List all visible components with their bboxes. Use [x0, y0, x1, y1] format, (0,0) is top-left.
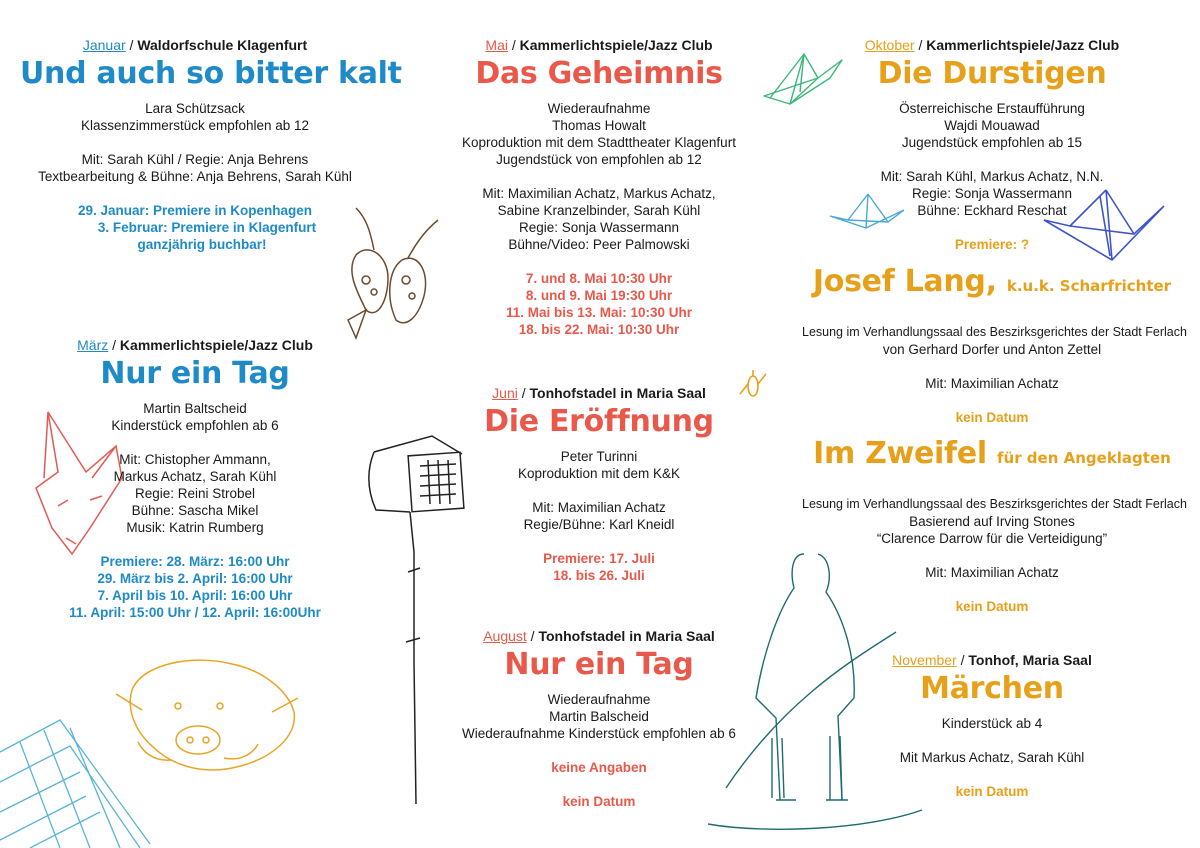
info-line: Jugendstück empfohlen ab 15	[901, 135, 1083, 150]
venue: Waldorfschule Klagenfurt	[137, 37, 308, 53]
event-title	[802, 436, 1182, 476]
date-line: Premiere: 28. März: 16:00 Uhr	[100, 554, 290, 569]
info-line: Peter Turinni	[560, 449, 638, 464]
credits-line: Bühne/Video: Peer Palmowski	[508, 237, 690, 252]
date-line: kein Datum	[955, 784, 1029, 799]
event-title: Märchen	[920, 671, 1064, 706]
date-line: Premiere: 17. Juli	[543, 551, 655, 566]
event-mai	[414, 36, 784, 338]
date-line: 29. März bis 2. April: 16:00 Uhr	[97, 571, 293, 586]
credits-line: Mit: Maximilian Achatz	[925, 565, 1059, 580]
info-line: Basierend auf Irving Stones	[909, 514, 1075, 529]
credits-line: Mit: Sarah Kühl / Regie: Anja Behrens	[81, 152, 309, 167]
event-im-zweifel	[802, 434, 1187, 615]
date-line: 11. April: 15:00 Uhr / 12. April: 16:00Uhr	[69, 605, 321, 620]
info-line: Kinderstück empfohlen ab 6	[111, 418, 279, 433]
separator: /	[526, 628, 539, 644]
date-line: 18. bis 22. Mai: 10:30 Uhr	[518, 322, 680, 337]
info-line: Wiederaufnahme	[547, 692, 651, 707]
event-header	[414, 627, 784, 645]
info-line: Lara Schützsack	[145, 101, 245, 116]
date-line: 7. und 8. Mai 10:30 Uhr	[525, 271, 673, 286]
info-line: Lesung im Verhandlungssaal des Beszirksgerichtes der Stadt Ferlach	[802, 497, 1187, 511]
credits-line: Mit Markus Achatz, Sarah Kühl	[899, 750, 1085, 765]
event-subtitle: für den Angeklagten	[996, 449, 1171, 467]
event-title: Die Durstigen	[877, 56, 1107, 91]
date-line: 8. und 9. Mai 19:30 Uhr	[525, 288, 673, 303]
event-josef-lang	[802, 262, 1187, 426]
month-link[interactable]: Mai	[485, 37, 508, 53]
date-line: kein Datum	[955, 599, 1029, 614]
event-subtitle: k.u.k. Scharfrichter	[1006, 277, 1172, 295]
venue: Kammerlichtspiele/Jazz Club	[519, 37, 713, 53]
info-line: Österreichische Erstaufführung	[899, 101, 1085, 116]
month-link[interactable]: November	[892, 652, 957, 668]
event-juni	[414, 384, 784, 584]
event-header	[20, 336, 370, 354]
event-header	[414, 36, 784, 54]
date-line: Premiere: ?	[954, 237, 1030, 252]
event-header	[802, 36, 1182, 54]
info-line: Wiederaufnahme Kinderstück empfohlen ab 6	[462, 726, 736, 741]
event-august	[414, 627, 784, 810]
event-oktober	[802, 36, 1182, 253]
credits-line: Markus Achatz, Sarah Kühl	[113, 469, 277, 484]
credits-line: Regie: Reini Strobel	[134, 486, 256, 501]
info-line: Jugendstück von empfohlen ab 12	[496, 152, 702, 167]
month-link[interactable]: Juni	[492, 385, 518, 401]
info-line: Koproduktion mit dem K&K	[517, 466, 681, 481]
info-line: Koproduktion mit dem Stadttheater Klagenfurt	[462, 135, 736, 150]
date-line: kein Datum	[562, 794, 636, 809]
event-title-main: Im Zweifel	[813, 436, 987, 471]
info-line: Thomas Howalt	[552, 118, 646, 133]
info-line: “Clarence Darrow für die Verteidigung”	[876, 531, 1108, 546]
venue: Tonhof, Maria Saal	[968, 652, 1092, 668]
month-link[interactable]: Januar	[82, 37, 126, 53]
info-line: Lesung im Verhandlungssaal des Beszirksgerichtes der Stadt Ferlach	[802, 325, 1187, 339]
info-line: Wajdi Mouawad	[944, 118, 1040, 133]
credits-line: Sabine Kranzelbinder, Sarah Kühl	[497, 203, 701, 218]
credits-line: Mit: Maximilian Achatz	[925, 376, 1059, 391]
separator: /	[517, 385, 530, 401]
credits-line: Regie: Sonja Wassermann	[518, 220, 680, 235]
separator: /	[108, 337, 120, 353]
info-line: von Gerhard Dorfer und Anton Zettel	[882, 342, 1102, 357]
event-header	[802, 651, 1182, 669]
date-line: 7. April bis 10. April: 16:00 Uhr	[97, 588, 293, 603]
event-title: Und auch so bitter kalt	[20, 56, 402, 91]
event-title-main: Josef Lang,	[812, 264, 997, 299]
date-line: 18. bis 26. Juli	[553, 568, 645, 583]
credits-line: Mit: Maximilian Achatz	[532, 500, 666, 515]
info-line: Martin Balscheid	[549, 709, 649, 724]
venue: Kammerlichtspiele/Jazz Club	[926, 37, 1120, 53]
separator: /	[914, 37, 927, 53]
date-line: keine Angaben	[551, 760, 647, 775]
event-header	[20, 36, 370, 54]
info-line: Klassenzimmerstück empfohlen ab 12	[80, 118, 310, 133]
event-november	[802, 651, 1182, 800]
venue: Kammerlichtspiele/Jazz Club	[119, 337, 313, 353]
credits-line: Bühne: Eckhard Reschat	[917, 203, 1067, 218]
info-line: Wiederaufnahme	[547, 101, 651, 116]
separator: /	[507, 37, 520, 53]
date-line: ganzjährig buchbar!	[137, 237, 267, 252]
event-title: Die Eröffnung	[484, 404, 714, 439]
venue: Tonhofstadel in Maria Saal	[538, 628, 715, 644]
date-line: 11. Mai bis 13. Mai: 10:30 Uhr	[505, 305, 693, 320]
month-link[interactable]: August	[483, 628, 527, 644]
separator: /	[125, 37, 138, 53]
credits-line: Textbearbeitung & Bühne: Anja Behrens, Sarah Kühl	[38, 169, 352, 184]
credits-line: Regie/Bühne: Karl Kneidl	[523, 517, 675, 532]
event-maerz	[20, 336, 370, 621]
date-line: kein Datum	[955, 410, 1029, 425]
date-line: 3. Februar: Premiere in Klagenfurt	[97, 220, 317, 235]
event-title: Das Geheimnis	[475, 56, 723, 91]
event-title	[802, 264, 1182, 304]
info-line: Kinderstück ab 4	[941, 716, 1043, 731]
event-title: Nur ein Tag	[100, 356, 290, 391]
date-line: 29. Januar: Premiere in Kopenhagen	[77, 203, 313, 218]
event-header	[414, 384, 784, 402]
venue: Tonhofstadel in Maria Saal	[529, 385, 706, 401]
grid-sketch-icon	[0, 712, 160, 848]
event-title: Nur ein Tag	[504, 647, 694, 682]
month-link[interactable]: Oktober	[864, 37, 915, 53]
credits-line: Musik: Katrin Rumberg	[126, 520, 264, 535]
credits-line: Mit: Maximilian Achatz, Markus Achatz,	[482, 186, 716, 201]
credits-line: Bühne: Sascha Mikel	[131, 503, 259, 518]
event-januar	[20, 36, 402, 253]
month-link[interactable]: März	[77, 337, 109, 353]
credits-line: Regie: Sonja Wassermann	[911, 186, 1073, 201]
separator: /	[956, 652, 969, 668]
credits-line: Mit: Sarah Kühl, Markus Achatz, N.N.	[880, 169, 1104, 184]
credits-line: Mit: Chistopher Ammann,	[119, 452, 271, 467]
info-line: Martin Baltscheid	[143, 401, 247, 416]
